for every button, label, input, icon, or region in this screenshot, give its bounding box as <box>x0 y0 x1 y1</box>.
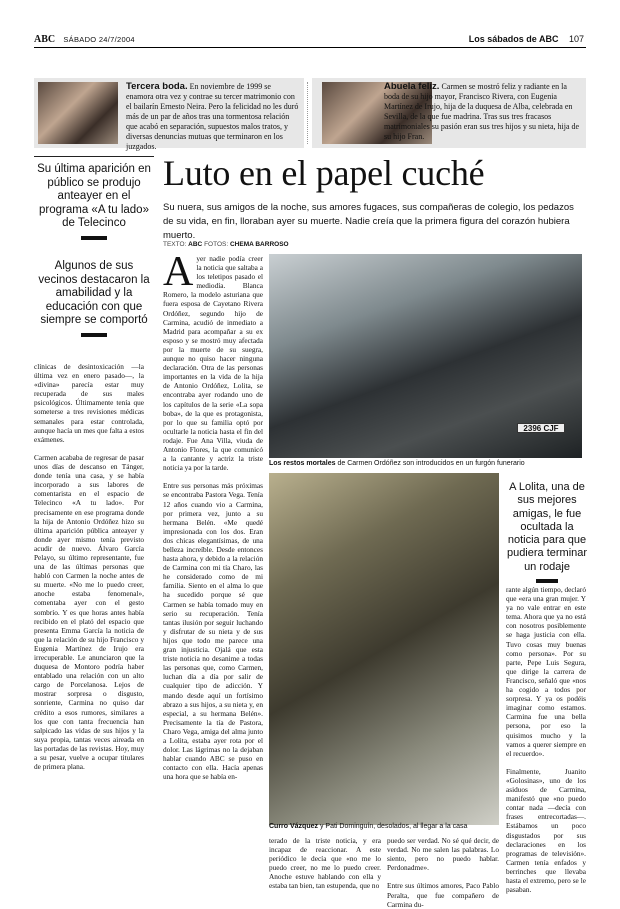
teaser-box-right <box>312 78 586 148</box>
headline: Luto en el papel cuché <box>163 153 485 193</box>
page-number: 107 <box>568 34 584 44</box>
article-column-middle <box>163 249 263 836</box>
article-column-right: rante algún tiempo, declaró que «era una gran mujer. Y ya no vale entrar en este tema. Ahora que ya no está con nosotros posiblemente se haga justicia con ella. Tuvo cosas muy buenas como persona». Por su parte, Pepe Luis Segura, que dirige la carrera de Francisco, señaló que «nos ha cogido a todos por sorpresa. Y ya os podéis imaginar como estamos. Carmina fue una bella persona, por eso la quisimos mucho y la vamos a querer siempre en el recuerdo». Finalmente, Juanito «Golosinas», uno de los asiduos de Carmina, manifestó que «no puedo contar nada —decía con frases entrecortadas—. Estábamos un poco disgustados por sus declaraciones en los programas de televisión». Carmen tenía enfados y berrinches que llevaba hasta el extremo, pero se le pasaban. <box>506 585 586 895</box>
photo-caption-2: Curro Vázquez y Pati Dominguín, desolados, al llegar a la casa <box>269 823 468 830</box>
teaser-box-left <box>34 78 304 151</box>
publication-name: ABC <box>34 34 56 45</box>
pullquote-bar <box>81 333 107 337</box>
teaser-text-left <box>126 82 300 152</box>
pullquote-bar <box>536 579 558 583</box>
pullquote-rule <box>34 156 154 157</box>
article-column-photo-b: puedo ser verdad. No sé qué decir, de verdad. No me salen las palabras. Lo siento, pero no puedo hablar. Perdonadme». Entre sus últimos amores, Paco Pablo Peralta, que fue compañero de Carmina du- <box>387 836 499 909</box>
column-text: yer nadie podía creer la noticia que saltaba a los teletipos pasado el mediodía. Blanca Romero, la modelo asturiana que fuera esposa de Cayetano Rivera Ordóñez, segundo hijo de Carmina, acudió de inmediato a Madrid para acompañar a su ex esposo y se mostró muy afectada por la muerte de su suegra, aunque no quiso hacer ninguna declaración. Otra de las personas importantes en la vida de la hija de Antonio Ordóñez, Lolita, se encontraba ayer rodando uno de los capítulos de la serie «La sopa boba», de la que es protagonista, por lo que su familia optó por ocultarle la noticia hasta el fin del rodaje. Fue Ana Villa, viuda de Antonio Flores, la que comunicó a la cantante y actriz la triste noticia ya por la tarde. Entre sus personas más próximas se encontraba Pastora Vega. Tenía 12 años cuando vio a Carmina, por primera vez, junto a su hermana Belén. «Me quedé impresionada con los dos. Eran dos chicas elegantísimas, de una belleza increíble. Desde entonces hasta ahora, y debido a la relación de Carmina con mi tía Charo, las he considerado como de mi familia. Siento en el alma lo que ha sucedido porque sé que Carmen se había tomado muy en serio su recuperación. Tenía tantas ilusión por seguir luchando y disfrutar de su nieta y de sus hijos que todo me parece una gran injusticia. Ojalá que esta triste noticia no desanime a todas las personas que, como Carmen, luchan día a día por salir de cualquier tipo de adicción. Y mando desde aquí un fortísimo abrazo a sus hijos, a su nieta y, en especial, a su hermana Belén». Precisamente la tía de Pastora, Charo Vega, amiga del alma junto a Lolita, estaba ayer rota por el dolor. Las lágrimas no la dejaban hablar cuando ABC se puso en contacto con ella. Hacía apenas una hora que se había en- <box>163 254 263 782</box>
deck: Su nuera, sus amigos de la noche, sus amores fugaces, sus compañeras de colegio, los pedazos de su vida, en fin, lloraban ayer su muerte. Nadie creía que la primera figura del corazón hubiera muerto. <box>163 202 574 241</box>
pullquote-2 <box>34 260 154 337</box>
teaser-body: En noviembre de 1999 se enamora otra vez y contrae su tercer matrimonio con el bailarín Ernesto Neira. Pero la felicidad no les duró más de un par de años tras una tormentosa relación que acabó en separación, supuestos malos tratos, y diversas denuncias mutuas que terminaron en los juzgados. <box>126 82 299 151</box>
teaser-photo-wedding-third <box>38 82 118 144</box>
teaser-title: Abuela feliz. <box>384 81 440 92</box>
pullquote-text: Su última aparición en público se produjo anteayer en el programa «A tu lado» de Telecinco <box>37 163 151 229</box>
issue-date: SÁBADO 24/7/2004 <box>63 35 135 44</box>
pullquote-bar <box>81 236 107 240</box>
dropcap: A <box>163 249 194 295</box>
page-header-right <box>469 34 584 44</box>
photo-mourners <box>269 473 499 825</box>
pullquote-3 <box>506 481 588 583</box>
photo-caption-1: Los restos mortales de Carmen Ordóñez son introducidos en un furgón funerario <box>269 460 525 467</box>
page-header-left <box>34 34 135 45</box>
pullquote-1 <box>34 163 154 240</box>
header-rule <box>34 47 586 48</box>
license-plate: 2396 CJF <box>517 423 565 433</box>
article-column-left: clínicas de desintoxicación —la última vez en enero pasado—, la «divina» parecía estar muy recuperada de sus males psicológicos. Últimamente tenía que someterse a tres revisiones médicas semanales para estar controlada, aunque hacía un mes que falta a estos exámenes. Carmen acababa de regresar de pasar unos días de descanso en Tánger, donde tenía una casa, y se había incorporado a sus labores de comentarista en el espacio de Telecinco «A tu lado». Por precisamente en ese programa donde la hija de Antonio Ordóñez hizo su última aparición pública anteayer y donde ayer mismo tenía previsto acudir de nuevo. Álvaro García Pelayo, su último representante, fue una de las últimas personas que habló con Carmen la noche antes de su muerte. «No me lo puedo creer, anoche estaba fenomenal», comentaba ayer con el gesto sombrío. Y es que horas antes había recibido en el plató del espacio que presenta Emma García la noticia de que la relación de su hijo Francisco y Eugenia Martínez de Irujo era irrecuperable. Le anunciaron que la duquesa de Montoro podría haber entablado una relación con un alto cargo de Porcelanosa. Lejos de mostrar sorpresa o disgusto, sonriente, Carmina no quiso dar crédito a esos rumores, similares a los que con tanta frecuencia han salpicado las vidas de sus hijos y la suya propia, tantas veces aireada en las portadas de las revistas. Hoy, muy a su pesar, vuelve a ocupar titulares de primera plana. <box>34 362 144 772</box>
pullquote-text: Algunos de sus vecinos destacaron la amabilidad y la educación con que siempre se comportó <box>38 260 150 326</box>
byline: TEXTO: ABC FOTOS: CHEMA BARROSO <box>163 241 289 248</box>
pullquote-text: A Lolita, una de sus mejores amigas, le fue ocultada la noticia para que pudiera terminar un rodaje <box>506 481 588 573</box>
teaser-title: Tercera boda. <box>126 81 188 92</box>
teaser-divider <box>307 82 308 144</box>
teaser-text-right <box>384 82 582 142</box>
teaser-body: Carmen se mostró feliz y radiante en la boda de su hijo mayor, Francisco Rivera, con Eugenia Martínez de Irujo, hija de la duquesa de Alba, celebrada en Sevilla, de la que fue madrina. Tras sus tres fracasos matrimoniales su pasión eran sus tres hijos y su nieta, hija de su hijo Fran. <box>384 82 580 141</box>
section-name: Los sábados de ABC <box>468 34 559 44</box>
article-column-photo-a: terado de la triste noticia, y era incapaz de reaccionar. A este periódico le decía que «no me lo puedo creer, no me lo puedo creer. Anoche estuve hablando con ella y estaba tan bien, tan estupenda, que no <box>269 836 381 891</box>
